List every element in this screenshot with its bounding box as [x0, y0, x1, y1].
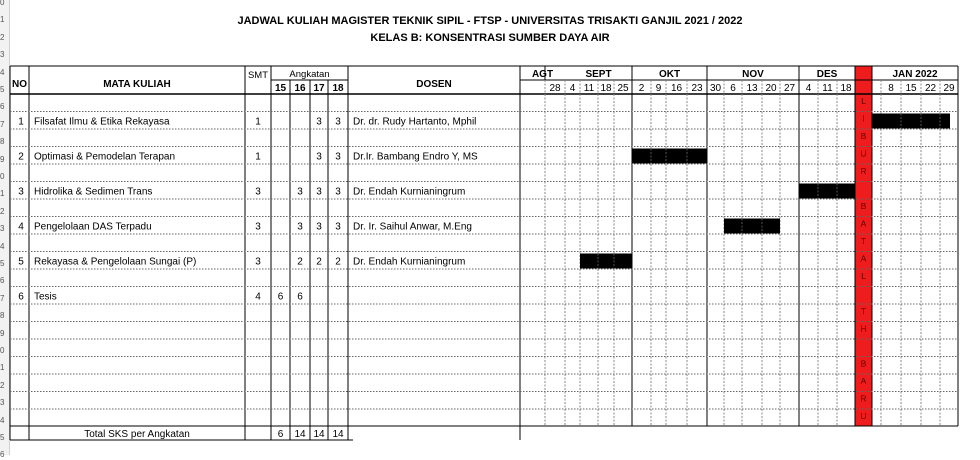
header-week-date: 4 — [569, 83, 576, 94]
page-subtitle: KELAS B: KONSENTRASI SUMBER DAYA AIR — [370, 32, 610, 44]
gantt-bar-block — [724, 219, 780, 234]
course-number: 4 — [18, 221, 24, 233]
gantt-bar — [580, 254, 632, 269]
header-month: SEPT — [585, 69, 612, 80]
header-angkatan-year: 16 — [294, 83, 306, 94]
header-week-date: 11 — [822, 83, 833, 94]
course-number: 6 — [18, 291, 24, 303]
row-number: 6 — [0, 276, 5, 286]
row-number: 3 — [0, 398, 5, 408]
header-dosen: DOSEN — [416, 79, 452, 90]
holiday-letter: B — [860, 358, 867, 369]
holiday-letter: R — [860, 166, 867, 176]
holiday-letter: I — [862, 113, 865, 124]
header-week-date: 30 — [709, 83, 722, 94]
course-semester: 1 — [255, 116, 261, 128]
course-angkatan-sks: 2 — [335, 256, 341, 268]
row-number: 8 — [0, 311, 5, 321]
header-week-date: 9 — [655, 83, 662, 94]
course-number: 2 — [18, 151, 24, 163]
course-angkatan-sks: 3 — [335, 116, 341, 128]
holiday-letter: H — [860, 323, 867, 334]
holiday-letter: U — [860, 148, 867, 159]
holiday-letter: T — [860, 306, 867, 316]
header-month: DES — [816, 69, 838, 80]
header-week-date: 29 — [943, 83, 955, 94]
header-angkatan-year: 15 — [274, 83, 287, 94]
header-week-date: 13 — [746, 83, 758, 94]
course-semester: 3 — [255, 256, 261, 268]
row-number: 2 — [0, 32, 5, 42]
header-week-date: 15 — [905, 83, 917, 94]
row-number: 3 — [0, 50, 5, 60]
course-number: 3 — [18, 186, 24, 198]
course-angkatan-sks: 3 — [297, 186, 303, 198]
course-angkatan-sks: 3 — [316, 221, 322, 233]
row-number: 0 — [0, 0, 5, 7]
course-name: Pengelolaan DAS Terpadu — [34, 221, 152, 233]
course-semester: 3 — [255, 186, 261, 198]
header-week-date: 28 — [549, 83, 561, 94]
header-month: NOV — [742, 69, 764, 80]
row-number: 1 — [0, 189, 5, 199]
row-number: 7 — [0, 119, 5, 129]
holiday-letter: T — [860, 236, 867, 246]
header-week-date: 23 — [691, 83, 703, 94]
course-semester: 1 — [255, 151, 261, 163]
header-smt: SMT — [247, 70, 269, 81]
course-angkatan-sks: 6 — [277, 291, 284, 303]
row-number: 6 — [0, 102, 5, 112]
row-number: 7 — [0, 293, 5, 303]
row-number: 3 — [0, 224, 5, 234]
total-sks-value: 6 — [277, 429, 284, 440]
row-number: 2 — [0, 380, 5, 390]
header-month: JAN 2022 — [892, 69, 938, 80]
row-number: 6 — [0, 450, 5, 460]
header-angkatan-year: 18 — [332, 83, 344, 94]
holiday-letter: A — [860, 253, 867, 264]
row-number: 1 — [0, 15, 5, 25]
course-angkatan-sks: 3 — [335, 151, 341, 163]
row-number: 4 — [0, 67, 5, 77]
course-dosen: Dr. Ir. Saihul Anwar, M.Eng — [353, 221, 472, 233]
header-week-date: 11 — [583, 83, 595, 94]
course-semester: 4 — [255, 291, 261, 303]
row-number: 4 — [0, 241, 5, 251]
header-week-date: 16 — [670, 83, 683, 94]
header-week-date: 8 — [888, 83, 894, 94]
gantt-bar-block — [799, 184, 855, 199]
header-angkatan-year: 17 — [313, 83, 325, 94]
row-number: 8 — [0, 137, 5, 147]
course-angkatan-sks: 3 — [316, 116, 322, 128]
row-number: 1 — [0, 363, 5, 373]
course-name: Rekayasa & Pengelolaan Sungai (P) — [34, 256, 197, 268]
course-dosen: Dr. dr. Rudy Hartanto, Mphil — [353, 116, 477, 128]
header-week-date: 20 — [765, 83, 777, 94]
page-title: JADWAL KULIAH MAGISTER TEKNIK SIPIL - FTSP - UNIVERSITAS TRISAKTI GANJIL 2021 / 2022 — [237, 15, 743, 27]
header-week-date: 22 — [924, 83, 937, 94]
row-number: 4 — [0, 415, 5, 425]
gantt-bar — [724, 219, 780, 234]
course-angkatan-sks: 3 — [297, 221, 303, 233]
holiday-letter: A — [860, 376, 867, 386]
header-no: NO — [12, 79, 27, 90]
total-sks-value: 14 — [313, 429, 325, 440]
gantt-bar — [632, 149, 707, 164]
course-dosen: Dr. Endah Kurnianingrum — [353, 256, 466, 268]
course-angkatan-sks: 2 — [316, 256, 322, 268]
row-number: 5 — [0, 259, 5, 268]
course-angkatan-sks: 3 — [316, 186, 322, 198]
course-dosen: Dr. Endah Kurnianingrum — [353, 186, 466, 198]
row-number: 0 — [0, 346, 5, 355]
holiday-letter: B — [860, 201, 867, 211]
row-number: 9 — [0, 328, 5, 338]
holiday-letter: R — [860, 393, 867, 404]
header-week-date: 27 — [783, 83, 796, 94]
gantt-bar — [799, 184, 855, 199]
gantt-bar — [872, 114, 950, 129]
total-sks-value: 14 — [332, 429, 344, 440]
header-week-date: 18 — [600, 83, 612, 94]
holiday-letter: U — [860, 411, 867, 421]
header-angkatan: Angkatan — [289, 69, 330, 80]
course-angkatan-sks: 3 — [316, 151, 322, 163]
course-name: Optimasi & Pemodelan Terapan — [34, 151, 176, 163]
total-label: Total SKS per Angkatan — [84, 429, 190, 440]
header-week-date: 18 — [840, 83, 852, 94]
header-week-date: 4 — [805, 83, 812, 94]
total-sks-value: 14 — [294, 429, 306, 440]
header-week-date: 6 — [730, 83, 736, 94]
course-semester: 3 — [255, 221, 261, 233]
header-month: AGT — [531, 69, 554, 80]
header-month: OKT — [658, 69, 681, 80]
row-number: 5 — [0, 433, 5, 442]
course-angkatan-sks: 3 — [335, 186, 341, 198]
gantt-bar-block — [632, 149, 707, 164]
course-dosen: Dr.Ir. Bambang Endro Y, MS — [353, 151, 478, 163]
gantt-bar-block — [872, 114, 950, 129]
header-mata-kuliah: MATA KULIAH — [103, 79, 171, 90]
course-name: Tesis — [34, 291, 57, 303]
header-week-date: 25 — [617, 83, 629, 94]
course-number: 5 — [18, 256, 24, 268]
holiday-letter: L — [861, 96, 866, 106]
row-number: 0 — [0, 172, 5, 181]
course-angkatan-sks: 3 — [335, 221, 341, 233]
holiday-letter: A — [860, 218, 867, 229]
course-name: Hidrolika & Sedimen Trans — [34, 186, 153, 198]
course-name: Filsafat Ilmu & Etika Rekayasa — [34, 116, 170, 128]
gantt-bar-block — [580, 254, 632, 269]
row-number: 5 — [0, 85, 5, 94]
row-number: 9 — [0, 154, 5, 164]
header-week-date: 2 — [638, 83, 645, 94]
row-number: 2 — [0, 206, 5, 216]
holiday-letter: L — [861, 271, 866, 281]
course-angkatan-sks: 2 — [297, 256, 303, 268]
course-angkatan-sks: 6 — [297, 291, 303, 303]
holiday-letter: B — [860, 131, 867, 141]
course-number: 1 — [18, 116, 24, 128]
